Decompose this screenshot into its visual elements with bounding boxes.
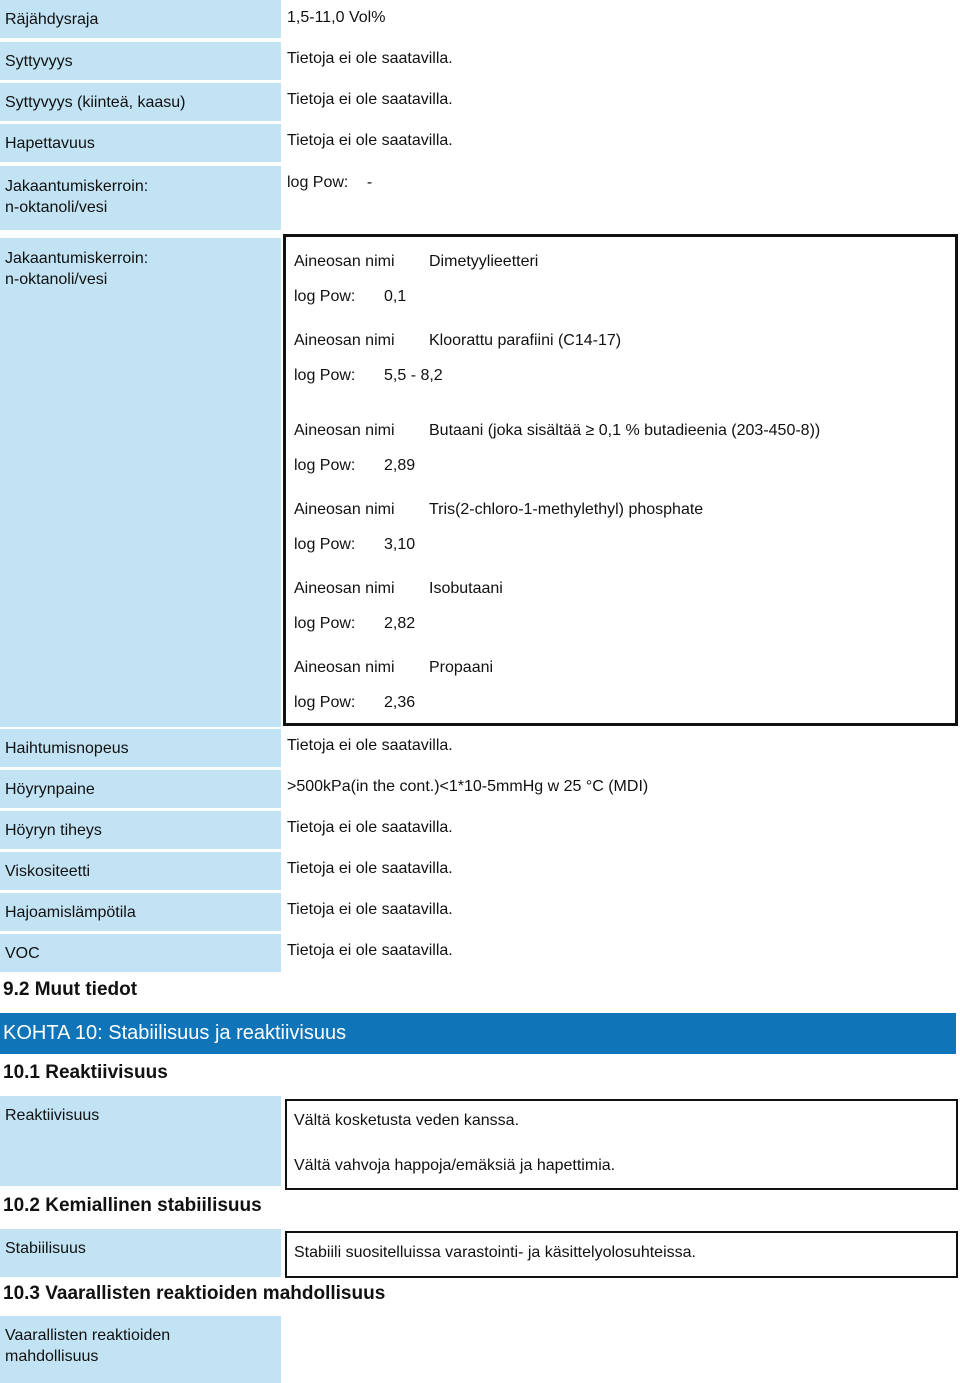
reactivity-label: Reaktiivisuus: [0, 1096, 281, 1186]
prop-label-partition-coefficient: [0, 166, 281, 230]
component-name-key: Aineosan nimi: [294, 659, 395, 676]
component-pow-key: log Pow:: [294, 694, 356, 711]
prop-value-flammability: Tietoja ei ole saatavilla.: [287, 50, 453, 67]
label-line: mahdollisuus: [5, 1348, 99, 1365]
prop-value-vapour-pressure: >500kPa(in the cont.)<1*10-5mmHg w 25 °C (MDI): [287, 778, 649, 795]
prop-label-explosion-limit: Räjähdysraja: [0, 0, 281, 38]
stability-label: Stabiilisuus: [0, 1229, 281, 1277]
prop-label-vapour-density: Höyryn tiheys: [0, 811, 281, 849]
section-10-title: KOHTA 10: Stabiilisuus ja reaktiivisuus: [0, 1013, 956, 1054]
label-line: Jakaantumiskerroin:: [5, 178, 149, 195]
prop-value-partition-coefficient: [287, 173, 372, 193]
component-pow-key: log Pow:: [294, 536, 356, 553]
label-line: n-oktanoli/vesi: [5, 199, 108, 216]
reactivity-line: Vältä vahvoja happoja/emäksiä ja hapettimia.: [294, 1157, 616, 1174]
prop-value-oxidizing: Tietoja ei ole saatavilla.: [287, 132, 453, 149]
component-name-key: Aineosan nimi: [294, 422, 395, 439]
label-line: Vaarallisten reaktioiden: [5, 1327, 171, 1344]
stability-box: [285, 1231, 958, 1278]
component-log-pow-box: [283, 234, 958, 726]
component-name: Tris(2-chloro-1-methylethyl) phosphate: [429, 501, 704, 518]
subsection-heading-10-3: 10.3 Vaarallisten reaktioiden mahdollisuus: [3, 1283, 386, 1304]
component-pow: 5,5 - 8,2: [384, 367, 443, 384]
component-name-key: Aineosan nimi: [294, 580, 395, 597]
component-name: Dimetyylieetteri: [429, 253, 539, 270]
reactivity-line: Vältä kosketusta veden kanssa.: [294, 1112, 520, 1129]
subsection-heading-10-2: 10.2 Kemiallinen stabiilisuus: [3, 1195, 262, 1216]
component-pow-key: log Pow:: [294, 457, 356, 474]
component-name-key: Aineosan nimi: [294, 332, 395, 349]
component-pow-key: log Pow:: [294, 615, 356, 632]
prop-label-flammability-solid-gas: Syttyvyys (kiinteä, kaasu): [0, 83, 281, 121]
component-pow: 2,36: [384, 694, 416, 711]
stability-line: Stabiili suositelluissa varastointi- ja käsittelyolosuhteissa.: [294, 1244, 696, 1261]
component-pow: 0,1: [384, 288, 407, 305]
component-pow-key: log Pow:: [294, 288, 356, 305]
component-name: Kloorattu parafiini (C14-17): [429, 332, 622, 349]
prop-value-flammability-solid-gas: Tietoja ei ole saatavilla.: [287, 91, 453, 108]
label-line: Jakaantumiskerroin:: [5, 250, 149, 267]
prop-label-vapour-pressure: Höyrynpaine: [0, 770, 281, 808]
component-name-key: Aineosan nimi: [294, 253, 395, 270]
subsection-heading-10-1: 10.1 Reaktiivisuus: [3, 1062, 168, 1083]
hazardous-reactions-label: [0, 1316, 281, 1383]
prop-label-viscosity: Viskositeetti: [0, 852, 281, 890]
subsection-heading-9-2: 9.2 Muut tiedot: [3, 979, 138, 1000]
prop-label-flammability: Syttyvyys: [0, 42, 281, 80]
component-pow-key: log Pow:: [294, 367, 356, 384]
component-name: Butaani (joka sisältää ≥ 0,1 % butadieenia (203-450-8)): [429, 422, 821, 439]
prop-value-explosion-limit: 1,5-11,0 Vol%: [287, 9, 386, 26]
component-pow: 3,10: [384, 536, 416, 553]
prop-value-decomposition-temperature: Tietoja ei ole saatavilla.: [287, 901, 453, 918]
reactivity-box: [285, 1099, 958, 1190]
prop-value-voc: Tietoja ei ole saatavilla.: [287, 942, 453, 959]
prop-label-oxidizing: Hapettavuus: [0, 124, 281, 162]
prop-label-voc: VOC: [0, 934, 281, 972]
log-pow-key: log Pow:: [287, 174, 349, 191]
label-line: n-oktanoli/vesi: [5, 271, 108, 288]
component-name-key: Aineosan nimi: [294, 501, 395, 518]
component-pow: 2,89: [384, 457, 416, 474]
component-pow: 2,82: [384, 615, 416, 632]
prop-label-decomposition-temperature: Hajoamislämpötila: [0, 893, 281, 931]
prop-label-evaporation-rate: Haihtumisnopeus: [0, 729, 281, 767]
component-name: Isobutaani: [429, 580, 503, 597]
prop-value-vapour-density: Tietoja ei ole saatavilla.: [287, 819, 453, 836]
prop-value-evaporation-rate: Tietoja ei ole saatavilla.: [287, 737, 453, 754]
log-pow-value: -: [366, 174, 373, 191]
prop-label-partition-components: [0, 238, 281, 727]
prop-value-viscosity: Tietoja ei ole saatavilla.: [287, 860, 453, 877]
component-name: Propaani: [429, 659, 494, 676]
